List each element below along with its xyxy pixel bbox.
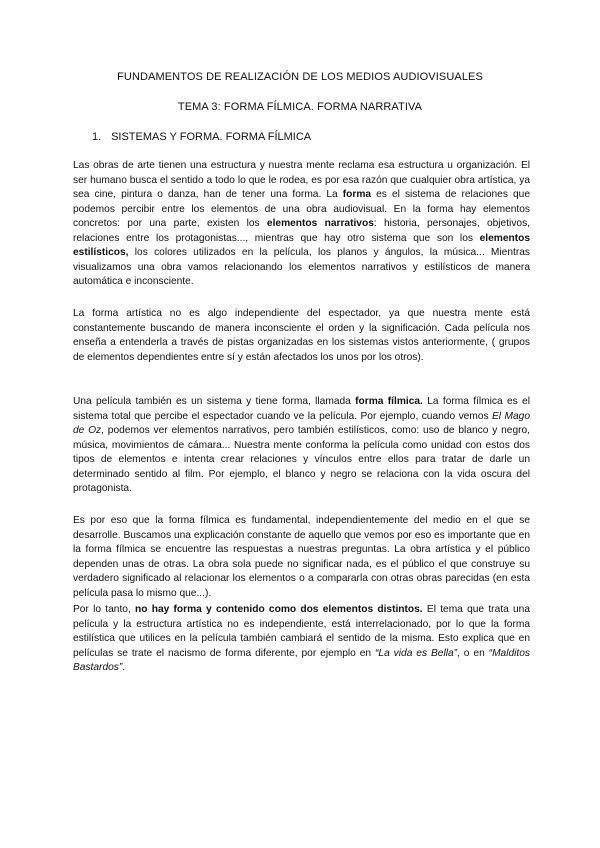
section-title: SISTEMAS Y FORMA. FORMA FÍLMICA [111,131,312,143]
p4-text: Es por eso que la forma fílmica es fundamental, independientemente del medio en el que se desarrolle. Buscamos una explicación constante de aquello que vemos por eso es importante que en la forma fílmica se encuentre las respuestas a nuestras preguntas. La obra artística y el público dependen unas de otras. La obra sola puede no significar nada, es el público el que construye su verdadero significado al relacionar los elementos o a compararla con otras obras parecidas (en esta película pasa lo mismo que...). [73,515,530,599]
section-number: 1. [92,131,102,143]
document-subtitle: TEMA 3: FORMA FÍLMICA. FORMA NARRATIVA [177,101,423,113]
p3-text-a: Una película también es un sistema y tiene forma, llamada [73,396,356,407]
p3-text-d: , podemos ver elementos narrativos, pero también estilísticos, como: uso de blanco y negro, música, movimientos de cámara... Nuestra mente conforma la película como unidad con estos dos tipos de elementos e intenta crear relaciones y vínculos entre ellos para tratar de darle un determinado sentido al film. Por ejemplo, el blanco y negro se relaciona con la vida oscura del protagonista. [73,425,530,494]
p1-text-e: los colores utilizados en la película, los planos y ángulos, la música... Mientras visualizamos una obra vamos relacionando los elementos narrativos y estilísticos de manera automática e inconsciente. [73,247,530,287]
p5-text-e: . [122,662,126,673]
paragraph-1 [73,159,530,290]
p5-text-c: El tema que trata una película y la estructura artística no es independiente, está interrelacionado, por lo que la forma estilística que utilices en la película también cambiará el sentido de la misma. Esto explica que en películas se trate el nacismo de forma diferente, por ejemplo en [73,604,530,659]
paragraph-4 [73,514,530,601]
p5-italic-film-1: “La vida es Bella” [375,647,458,659]
p3-italic-film-title: El Mago de Oz [73,410,530,436]
p1-text-a: Las obras de arte tienen una estructura y nuestra mente reclama esa estructura u organización. El ser humano busca el sentido a todo lo que le rodea, es por esa razón que cualquier obra artística, ya sea cine, pintura o danza, han de tener una forma. La [73,160,530,200]
p5-bold-statement: no hay forma y contenido como dos elementos distintos. [135,604,423,615]
paragraph-3 [73,395,530,497]
p2-text: La forma artística no es algo independiente del espectador, ya que nuestra mente está constantemente buscando de manera inconsciente el orden y la significación. Cada película nos enseña a entenderla a través de pistas organizadas en los sistemas vistos anteriormente, ( grupos de elementos dependientes entre sí y están afectados los unos por los otros). [73,308,530,363]
p3-bold-forma-filmica: forma fílmica. [355,396,423,407]
p5-text-a: Por lo tanto, [73,604,136,615]
document-title: FUNDAMENTOS DE REALIZACIÓN DE LOS MEDIOS AUDIOVISUALES [117,71,483,83]
p1-bold-elementos-estilisticos: elementos estilísticos, [73,232,530,258]
p1-text-d: : historia, personajes, objetivos, relaciones entre los protagonistas..., mientras que hay otro sistema que son los [73,218,530,244]
p1-text-c: es el sistema de relaciones que podemos percibir entre los elementos de una obra audiovisual. En la forma hay elementos concretos: por una parte, existen los [73,189,530,229]
p5-italic-film-2: “Malditos Bastardos” [73,647,530,673]
p1-bold-elementos-narrativos: elementos narrativos [266,218,374,229]
paragraph-5 [73,603,530,676]
paragraph-2 [73,307,530,365]
p5-text-d: , o en [457,647,489,659]
p3-text-c: La forma fílmica es el sistema total que percibe el espectador cuando ve la película. Por ejemplo, cuando vemos [73,396,530,422]
section-heading [92,131,311,143]
p1-bold-forma: forma [342,189,372,200]
